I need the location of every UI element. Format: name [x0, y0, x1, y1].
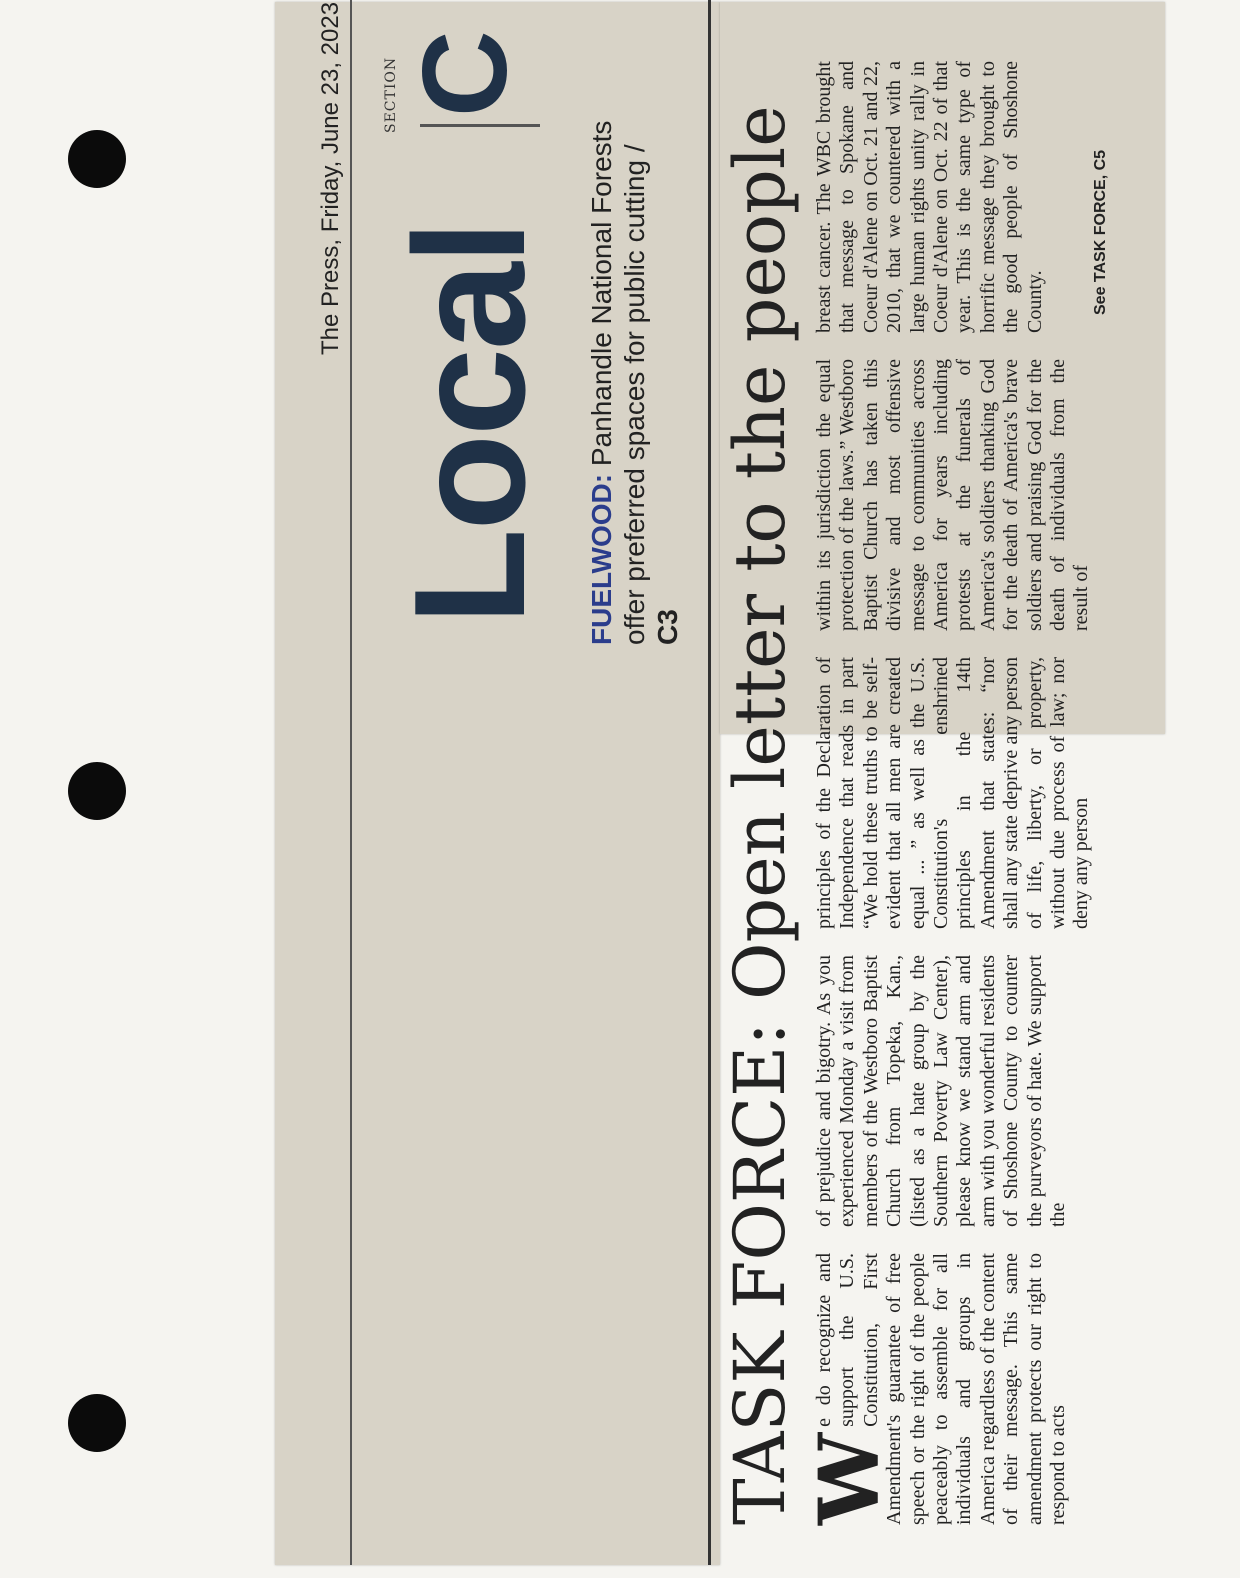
teaser-label: FUELWOOD:: [586, 473, 617, 645]
drop-cap: W: [802, 1432, 898, 1525]
punch-hole: [68, 130, 126, 188]
article-column-4: [813, 359, 1094, 631]
teaser: [585, 115, 684, 645]
article-column-2: [813, 955, 1070, 1227]
punch-hole: [68, 1394, 126, 1452]
teaser-text: Panhandle National Forests offer preferred spaces for public cutting /: [586, 120, 650, 645]
masthead-rule: [350, 0, 352, 1565]
column-text: of prejudice and bigotry. As you experienced Monday a visit from members of the Westboro Baptist Church from Topeka, Kan., (listed as a hate group by the Southern Poverty Law Center), please know we stand arm and arm with you wonderful residents of Shoshone County to counter the purveyors of hate. We support the: [813, 955, 1070, 1227]
jump-line: See TASK FORCE, C5: [1092, 149, 1109, 315]
column-text: e do recognize and support the U.S. Constitution, First Amendment's guarantee of free speech or the right of the people peaceably to assemble for all individuals and groups in America regardless of the content of their message. This same amendment protects our right to respond to acts: [813, 1253, 1070, 1525]
article-headline: TASK FORCE: Open letter to the people: [719, 105, 801, 1525]
headline-rule: [708, 0, 711, 1565]
article-column-3: [813, 657, 1094, 929]
newspaper-clipping: [275, 0, 1170, 1565]
teaser-page-ref: C3: [652, 609, 683, 645]
column-text: breast cancer. The WBC brought that message to Spokane and Coeur d'Alene on Oct. 21 and 22, 2010, that we countered with a large human rights unity rally in Coeur d'Alene on Oct. 22 of that year. This is the same type of horrific message they brought to the good people of Shoshone County.: [813, 61, 1046, 333]
dateline: The Press, Friday, June 23, 2023: [317, 1, 344, 355]
section-label: SECTION: [383, 56, 399, 133]
section-title: Local: [382, 222, 558, 625]
article-column-1: [802, 1253, 1070, 1525]
article-column-5: [813, 61, 1047, 333]
column-text: principles of the Declaration of Independence that reads in part “We hold these truths to be self-evident that all men are created equal ... ” as well as the U.S. Constitution's enshrined principles in the 14th Amendment that states: “nor shall any state deprive any person of life, liberty, or property, without due process of law; nor deny any person: [813, 657, 1093, 929]
section-divider: [420, 124, 540, 127]
section-letter: C: [398, 30, 532, 117]
column-text: within its jurisdiction the equal protection of the laws.” Westboro Baptist Church has taken this divisive and most offensive message to communities across America for years including protests at the funerals of America's soldiers thanking God for the death of America's brave soldiers and praising God for the death of individuals from the result of: [813, 359, 1093, 631]
punch-hole: [68, 762, 126, 820]
